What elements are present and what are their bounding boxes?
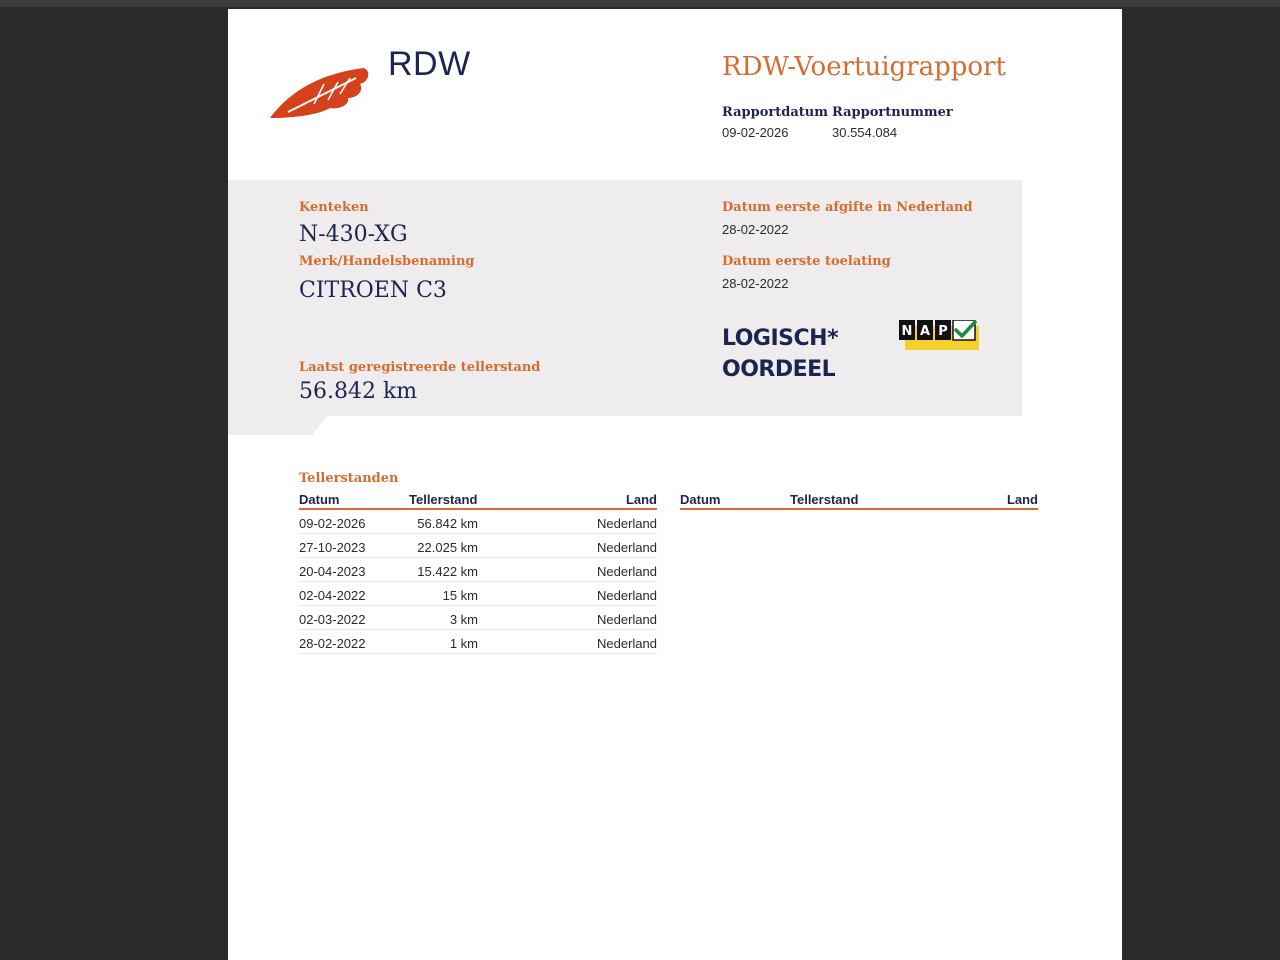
col-reading: Tellerstand (409, 492, 478, 507)
nap-letter-n: N (901, 324, 913, 339)
cell-country: Nederland (597, 564, 657, 579)
table-row (299, 582, 657, 606)
cell-date: 28-02-2022 (299, 636, 366, 651)
plate-label: Kenteken (299, 200, 369, 215)
table-row (299, 534, 657, 558)
make-value: CITROEN C3 (299, 278, 447, 303)
first-issue-nl-label: Datum eerste afgifte in Nederland (722, 200, 973, 215)
cell-date: 27-10-2023 (299, 540, 366, 555)
cell-reading: 22.025 km (417, 540, 478, 555)
verdict-line-1: LOGISCH* (722, 326, 839, 351)
nap-verdict (722, 323, 838, 385)
table-row (299, 606, 657, 630)
cell-reading: 15.422 km (417, 564, 478, 579)
cell-reading: 1 km (449, 636, 478, 651)
cell-reading: 56.842 km (417, 516, 478, 531)
col-country: Land (625, 492, 657, 507)
cell-country: Nederland (597, 540, 657, 555)
col-country: Land (1006, 492, 1038, 507)
report-number-label: Rapportnummer (832, 105, 953, 120)
cell-date: 20-04-2023 (299, 564, 366, 579)
readings-title: Tellerstanden (299, 471, 399, 486)
rdw-logo-icon (268, 64, 372, 122)
report-date: 09-02-2026 (722, 125, 789, 140)
cell-date: 02-04-2022 (299, 588, 366, 603)
viewer-top-bar (0, 0, 1280, 7)
table-header (680, 492, 1038, 510)
panel-tab-shape (228, 415, 328, 435)
report-number: 30.554.084 (832, 125, 898, 140)
cell-country: Nederland (597, 516, 657, 531)
first-admission-value: 28-02-2022 (722, 276, 789, 291)
col-date: Datum (299, 492, 340, 507)
readings-rows (299, 510, 657, 654)
verdict-line-2: OORDEEL (722, 357, 836, 382)
cell-country: Nederland (597, 612, 657, 627)
odometer-value: 56.842 km (299, 379, 418, 404)
cell-country: Nederland (597, 588, 657, 603)
report-title: RDW-Voertuigrapport (722, 52, 1006, 82)
brand-name: RDW (388, 45, 471, 83)
readings-table-left (299, 492, 657, 654)
readings-table-right (680, 492, 1038, 510)
first-issue-nl-value: 28-02-2022 (722, 222, 789, 237)
table-row (299, 510, 657, 534)
col-date: Datum (680, 492, 721, 507)
table-row (299, 630, 657, 654)
cell-country: Nederland (597, 636, 657, 651)
odometer-label: Laatst geregistreerde tellerstand (299, 360, 541, 375)
cell-date: 02-03-2022 (299, 612, 366, 627)
vehicle-info-panel (228, 180, 1022, 416)
first-admission-label: Datum eerste toelating (722, 254, 891, 269)
plate-value: N-430-XG (299, 222, 408, 247)
nap-logo-icon (899, 320, 979, 352)
cell-date: 09-02-2026 (299, 516, 366, 531)
nap-letter-a: A (919, 324, 931, 339)
cell-reading: 3 km (449, 612, 478, 627)
col-reading: Tellerstand (790, 492, 859, 507)
cell-reading: 15 km (442, 588, 478, 603)
make-label: Merk/Handelsbenaming (299, 254, 475, 269)
nap-letter-p: P (938, 324, 948, 339)
table-row (299, 558, 657, 582)
report-page (228, 9, 1122, 960)
report-date-label: Rapportdatum (722, 105, 828, 120)
table-header (299, 492, 657, 510)
